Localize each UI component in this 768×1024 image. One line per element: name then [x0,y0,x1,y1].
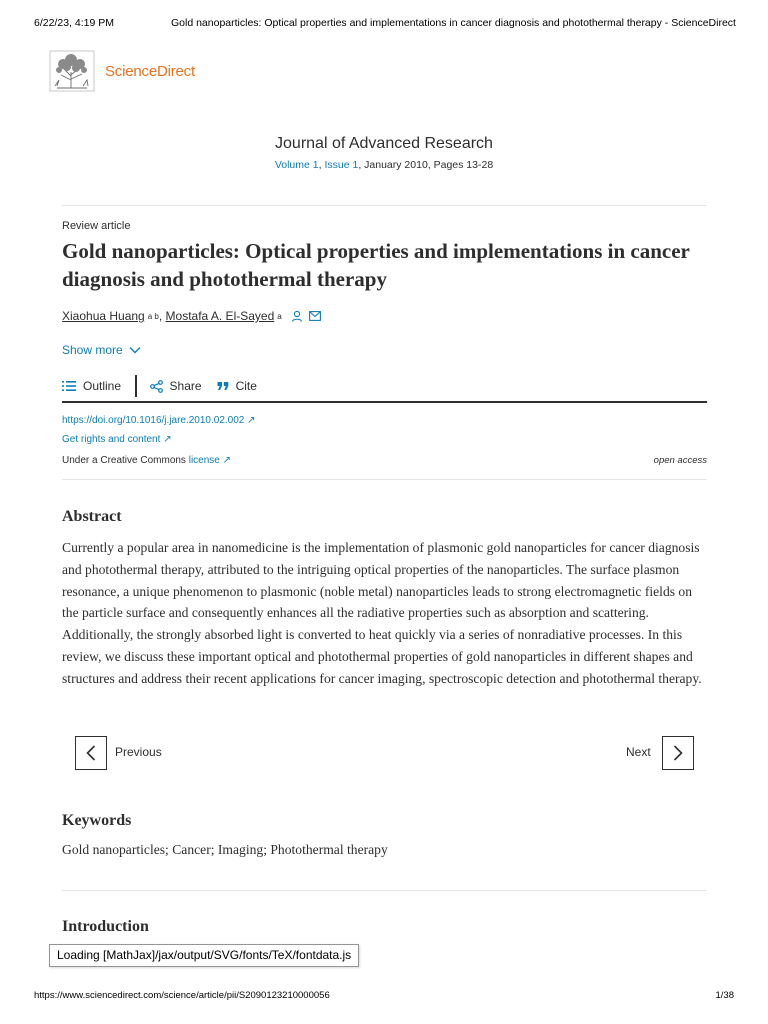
show-more-label: Show more [62,343,123,357]
toolbar-separator [135,375,137,397]
cite-label: Cite [235,379,257,393]
elsevier-tree-icon [49,50,95,92]
toolbar-divider [62,401,707,403]
outline-list-icon [62,380,76,392]
share-button[interactable] [150,379,202,393]
external-link-icon: ↗ [163,434,172,445]
license-link[interactable] [189,455,231,466]
author-link[interactable]: Xiaohua Huang [62,309,145,323]
introduction-heading: Introduction [62,918,149,935]
divider [62,205,707,206]
author-affiliation: a [277,311,282,321]
keywords-list: Gold nanoparticles; Cancer; Imaging; Photothermal therapy [62,842,388,857]
journal-issue-info [0,159,768,171]
show-more-button[interactable] [62,343,141,357]
license-link-text: license [188,455,220,466]
share-label: Share [169,379,202,393]
previous-label[interactable]: Previous [115,745,162,759]
license-line [62,455,231,466]
print-footer [34,990,734,1002]
outline-label: Outline [83,379,122,393]
abstract-text: Currently a popular area in nanomedicine is the implementation of plasmonic gold nanoparticles for cancer diagnosis and photothermal therapy, attributed to the intriguing optical properties of the nanoparticles. The surface plasmon resonance, a unique phenomenon to plasmonic (noble metal) nanoparticles leads to strong electromagnetic fields on the particle surface and consequently enhances all the radiative properties such as absorption and scattering. Additionally, the strongly absorbed light is converted to heat quickly via a series of nonradiative processes. In this review, we discuss these important optical and photothermal properties of gold nanoparticles in different shapes and structures and address their recent applications for cancer imaging, spectroscopic detection and photothermal therapy. [62,540,702,686]
envelope-icon[interactable] [309,311,321,321]
brand-name: ScienceDirect [105,63,195,80]
doi-text: https://doi.org/10.1016/j.jare.2010.02.002 [62,415,245,426]
author-affiliation: a b [147,311,159,321]
article-links [62,411,256,449]
issue-link[interactable]: Issue 1 [324,159,359,171]
chevron-down-icon [129,346,141,354]
person-icon[interactable] [291,310,303,322]
rights-text: Get rights and content [62,434,161,445]
journal-header [0,135,768,171]
chevron-left-icon [86,745,96,761]
date-pages: , January 2010, Pages 13-28 [358,159,494,171]
outline-button[interactable] [62,379,121,393]
article-title: Gold nanoparticles: Optical properties and implementations in cancer diagnosis and photothermal therapy [62,239,690,291]
divider [62,890,707,891]
divider [62,479,707,480]
mathjax-loading-status: Loading [MathJax]/jax/output/SVG/fonts/TeX/fontdata.js [49,944,359,967]
journal-name[interactable]: Journal of Advanced Research [275,135,493,152]
volume-link[interactable]: Volume 1 [274,159,319,171]
chevron-right-icon [673,745,683,761]
next-button[interactable] [662,736,694,770]
keywords-heading: Keywords [62,812,132,829]
print-url: https://www.sciencedirect.com/science/article/pii/S2090123210000056 [34,990,330,1001]
share-icon [150,380,163,393]
author-link[interactable]: Mostafa A. El-Sayed [165,309,275,323]
next-label[interactable]: Next [626,745,651,759]
quote-icon [217,381,229,391]
article-toolbar [62,375,257,397]
rights-link[interactable] [62,430,256,449]
article-type: Review article [62,220,131,232]
previous-button[interactable] [75,736,107,770]
author-list [62,309,321,323]
print-timestamp: 6/22/23, 4:19 PM [34,17,114,29]
sciencedirect-logo[interactable] [49,50,209,94]
external-link-icon: ↗ [247,415,256,426]
print-document-title: Gold nanoparticles: Optical properties and implementations in cancer diagnosis and photothermal therapy - ScienceDirect [171,17,736,29]
open-access-badge: open access [653,455,707,466]
doi-link[interactable] [62,411,256,430]
external-link-icon: ↗ [222,455,232,466]
print-page-number: 1/38 [715,990,734,1001]
abstract-heading: Abstract [62,508,122,525]
license-prefix: Under a Creative Commons [62,455,189,466]
print-header [34,17,734,31]
author-separator: , [158,309,166,323]
comma-sep: , [318,159,325,171]
cite-button[interactable] [217,379,257,393]
